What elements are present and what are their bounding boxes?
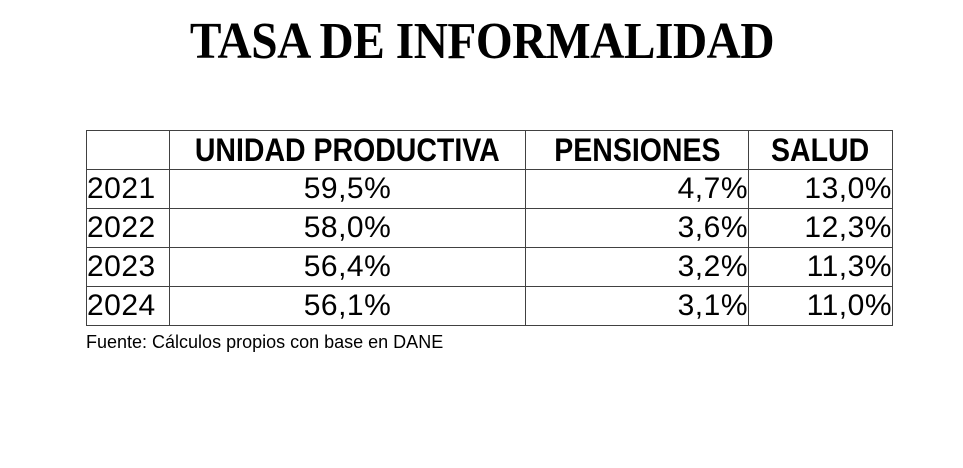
table-header-row	[87, 131, 893, 170]
salud-cell: 12,3%	[749, 209, 893, 248]
unidad-productiva-cell: 58,0%	[170, 209, 526, 248]
unidad-productiva-cell: 59,5%	[170, 170, 526, 209]
source-note: Fuente: Cálculos propios con base en DANE	[86, 332, 444, 352]
table-row-2021	[87, 170, 893, 209]
table-row-2024	[87, 287, 893, 326]
salud-cell: 13,0%	[749, 170, 893, 209]
unidad-productiva-cell: 56,1%	[170, 287, 526, 326]
unidad-productiva-cell: 56,4%	[170, 248, 526, 287]
year-cell: 2023	[87, 248, 170, 287]
header-cell-empty	[87, 131, 170, 170]
table-row-2022	[87, 209, 893, 248]
year-cell: 2021	[87, 170, 170, 209]
pensiones-cell: 3,2%	[526, 248, 749, 287]
header-cell-pensiones: PENSIONES	[526, 131, 749, 170]
salud-cell: 11,3%	[749, 248, 893, 287]
pensiones-cell: 3,6%	[526, 209, 749, 248]
salud-cell: 11,0%	[749, 287, 893, 326]
header-cell-salud: SALUD	[749, 131, 893, 170]
year-cell: 2022	[87, 209, 170, 248]
table-row-2023	[87, 248, 893, 287]
page-title	[0, 13, 963, 70]
page-title-text: TASA DE INFORMALIDAD	[189, 13, 774, 70]
pensiones-cell: 3,1%	[526, 287, 749, 326]
header-cell-unidad-productiva: UNIDAD PRODUCTIVA	[170, 131, 526, 170]
pensiones-cell: 4,7%	[526, 170, 749, 209]
year-cell: 2024	[87, 287, 170, 326]
informality-table	[86, 130, 893, 326]
